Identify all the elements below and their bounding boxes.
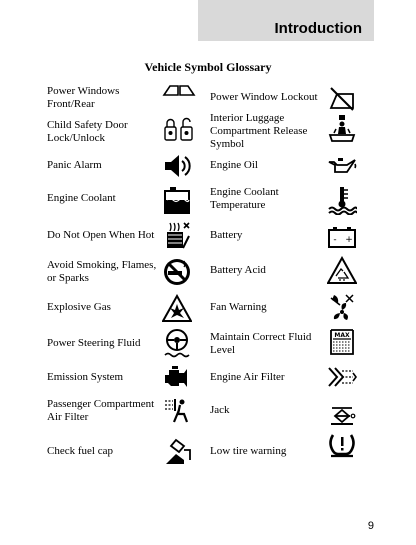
label-explosive-gas: Explosive Gas — [47, 301, 111, 313]
label-engine-air-filter: Engine Air Filter — [210, 371, 285, 383]
engine-coolant-icon — [162, 185, 192, 215]
label-do-not-open-hot: Do Not Open When Hot — [47, 229, 155, 241]
page-title: Introduction — [274, 20, 362, 37]
battery-acid-icon — [327, 256, 357, 286]
power-windows-icon — [162, 82, 196, 98]
panic-alarm-icon — [162, 151, 192, 181]
label-fan-warning: Fan Warning — [210, 301, 267, 313]
battery-plus-sign: + — [345, 235, 353, 245]
label-coolant-temperature: Engine Coolant Temperature — [210, 186, 279, 211]
glossary-title: Vehicle Symbol Glossary — [144, 60, 272, 74]
jack-icon — [327, 396, 357, 426]
label-child-safety-lock: Child Safety Door Lock/Unlock — [47, 119, 128, 144]
power-steering-icon — [162, 328, 192, 358]
battery-minus-sign: - — [333, 235, 337, 245]
engine-air-filter-icon — [327, 362, 357, 392]
fuel-cap-icon — [162, 436, 192, 466]
child-safety-lock-icon — [162, 117, 196, 145]
page-number: 9 — [367, 520, 374, 532]
low-tire-warning-icon — [327, 430, 357, 460]
label-low-tire-warning: Low tire warning — [210, 445, 287, 457]
trunk-release-icon — [327, 113, 357, 143]
label-jack: Jack — [210, 404, 230, 416]
label-engine-oil: Engine Oil — [210, 159, 258, 171]
label-power-steering: Power Steering Fluid — [47, 337, 141, 349]
label-battery-acid: Battery Acid — [210, 264, 266, 276]
label-no-smoking: Avoid Smoking, Flames, or Sparks — [47, 259, 157, 284]
battery-icon — [327, 221, 357, 251]
no-smoking-icon — [162, 257, 192, 287]
engine-oil-icon — [327, 150, 357, 180]
max-mark: MAX — [334, 332, 350, 339]
label-fuel-cap: Check fuel cap — [47, 445, 113, 457]
do-not-open-hot-icon — [162, 221, 192, 251]
label-power-windows: Power Windows Front/Rear — [47, 85, 120, 110]
coolant-temperature-icon — [327, 185, 357, 215]
label-cabin-air-filter: Passenger Compartment Air Filter — [47, 398, 155, 423]
fluid-level-icon — [327, 327, 357, 357]
label-engine-coolant: Engine Coolant — [47, 192, 116, 204]
label-fluid-level: Maintain Correct Fluid Level — [210, 331, 312, 356]
label-trunk-release: Interior Luggage Compartment Release Symbol — [210, 112, 308, 150]
label-window-lockout: Power Window Lockout — [210, 91, 318, 103]
emission-system-icon — [162, 363, 192, 393]
label-panic-alarm: Panic Alarm — [47, 159, 102, 171]
window-lockout-icon — [327, 84, 357, 114]
explosive-gas-icon — [162, 294, 192, 324]
cabin-air-filter-icon — [162, 396, 192, 426]
label-battery: Battery — [210, 229, 243, 241]
fan-warning-icon — [327, 292, 357, 322]
label-emission-system: Emission System — [47, 371, 124, 383]
